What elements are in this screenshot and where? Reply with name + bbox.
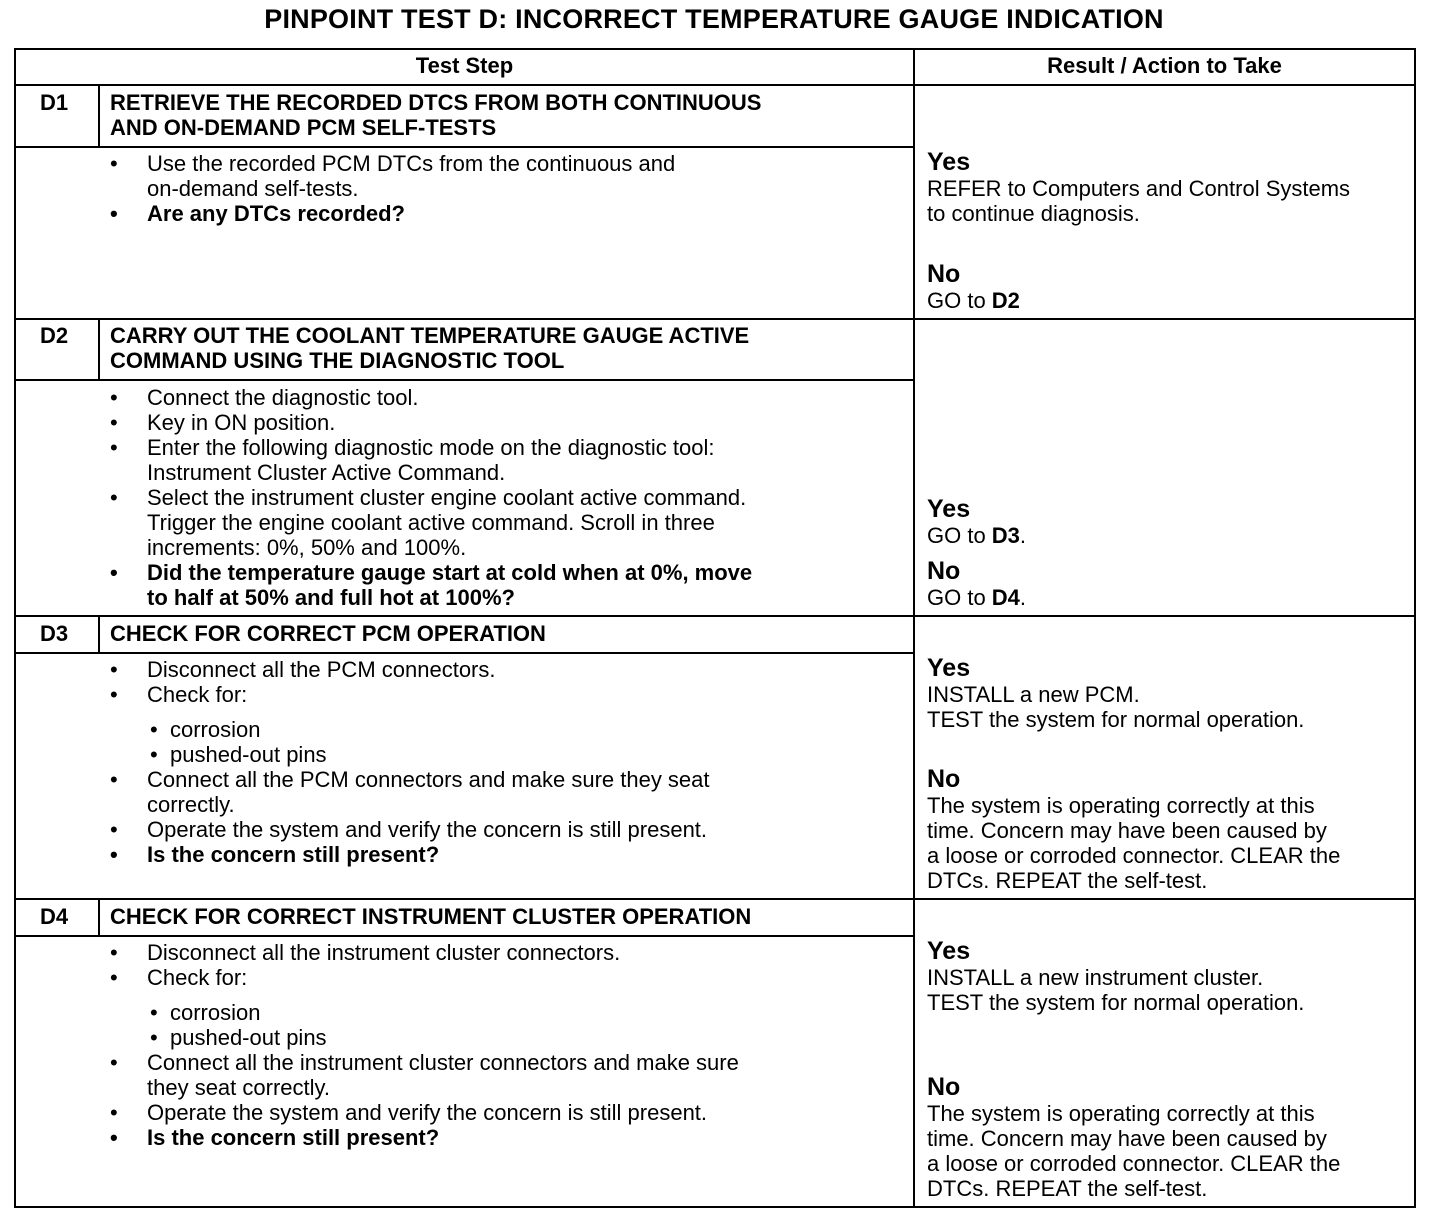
step-title: CHECK FOR CORRECT INSTRUMENT CLUSTER OPERATION [110,904,752,929]
result-no: No The system is operating correctly at this time. Concern may have been caused by a loose or corroded connector. CLEAR the DTCs. REPEAT the self-test. [927,1073,1341,1201]
bullet-item: Instrument Cluster Active Command. [147,460,506,485]
pinpoint-test-table [14,48,1416,1208]
bullet-item: • Key in ON position. [110,410,336,435]
step-instructions [110,151,675,226]
bullet-item: • Check for: [110,965,248,990]
bullet-item: they seat correctly. [147,1075,330,1100]
id-divider [98,617,100,653]
result-yes: Yes REFER to Computers and Control Systems to continue diagnosis. [927,148,1351,226]
bullet-item: • Are any DTCs recorded? [110,201,405,226]
row-divider [16,615,1414,617]
id-divider [98,900,100,936]
row-divider [16,318,1414,320]
step-instructions [110,657,710,867]
bullet-item: • Connect all the instrument cluster connectors and make sure [110,1050,739,1075]
step-id: D2 [40,323,69,348]
bullet-item: • Is the concern still present? [110,1125,440,1150]
test-step-header: Test Step [415,53,514,78]
step-id: D1 [40,90,69,115]
bullet-item: • Operate the system and verify the concern is still present. [110,817,708,842]
column-divider [913,50,915,1206]
sub-bullet-item: • corrosion [150,717,261,742]
id-divider [98,86,100,147]
row-divider [16,898,1414,900]
step-id: D3 [40,621,69,646]
bullet-item: • Use the recorded PCM DTCs from the continuous and [110,151,676,176]
page-title: PINPOINT TEST D: INCORRECT TEMPERATURE GAUGE INDICATION [264,4,1164,34]
bullet-item: • Is the concern still present? [110,842,440,867]
bullet-item: • Select the instrument cluster engine coolant active command. [110,485,747,510]
header-divider [16,84,1414,86]
bullet-item: to half at 50% and full hot at 100%? [147,585,515,610]
result-no: No GO to D4. [927,557,1027,610]
bullet-item: increments: 0%, 50% and 100%. [147,535,467,560]
step-title: CHECK FOR CORRECT PCM OPERATION [110,621,546,646]
bullet-item: Trigger the engine coolant active command. Scroll in three [147,510,715,535]
sub-bullet-item: • pushed-out pins [150,742,327,767]
step-id: D4 [40,904,69,929]
bullet-item: • Disconnect all the PCM connectors. [110,657,496,682]
step-instructions [110,385,752,610]
step-title-underline [16,935,913,937]
bullet-item: • Did the temperature gauge start at cold when at 0%, move [110,560,753,585]
sub-bullet-item: • pushed-out pins [150,1025,327,1050]
bullet-item: • Operate the system and verify the concern is still present. [110,1100,708,1125]
result-header: Result / Action to Take [1047,53,1282,78]
step-title: CARRY OUT THE COOLANT TEMPERATURE GAUGE ACTIVE COMMAND USING THE DIAGNOSTIC TOOL [110,323,750,373]
bullet-item: • Disconnect all the instrument cluster connectors. [110,940,621,965]
step-title-underline [16,652,913,654]
sub-bullet-item: • corrosion [150,1000,261,1025]
bullet-item: on-demand self-tests. [147,176,359,201]
result-no: No GO to D2 [927,260,1020,313]
step-title-underline [16,146,913,148]
bullet-item: correctly. [147,792,235,817]
result-yes: Yes INSTALL a new instrument cluster. TEST the system for normal operation. [927,937,1305,1015]
step-title-underline [16,379,913,381]
result-no: No The system is operating correctly at this time. Concern may have been caused by a loose or corroded connector. CLEAR the DTCs. REPEAT the self-test. [927,765,1341,893]
step-title: RETRIEVE THE RECORDED DTCS FROM BOTH CONTINUOUS AND ON-DEMAND PCM SELF-TESTS [110,90,762,140]
result-yes: Yes INSTALL a new PCM. TEST the system for normal operation. [927,654,1305,732]
bullet-item: • Connect the diagnostic tool. [110,385,419,410]
id-divider [98,320,100,380]
result-yes: Yes GO to D3. [927,495,1027,548]
bullet-item: • Check for: [110,682,248,707]
step-instructions [110,940,739,1150]
bullet-item: • Enter the following diagnostic mode on the diagnostic tool: [110,435,715,460]
bullet-item: • Connect all the PCM connectors and make sure they seat [110,767,710,792]
